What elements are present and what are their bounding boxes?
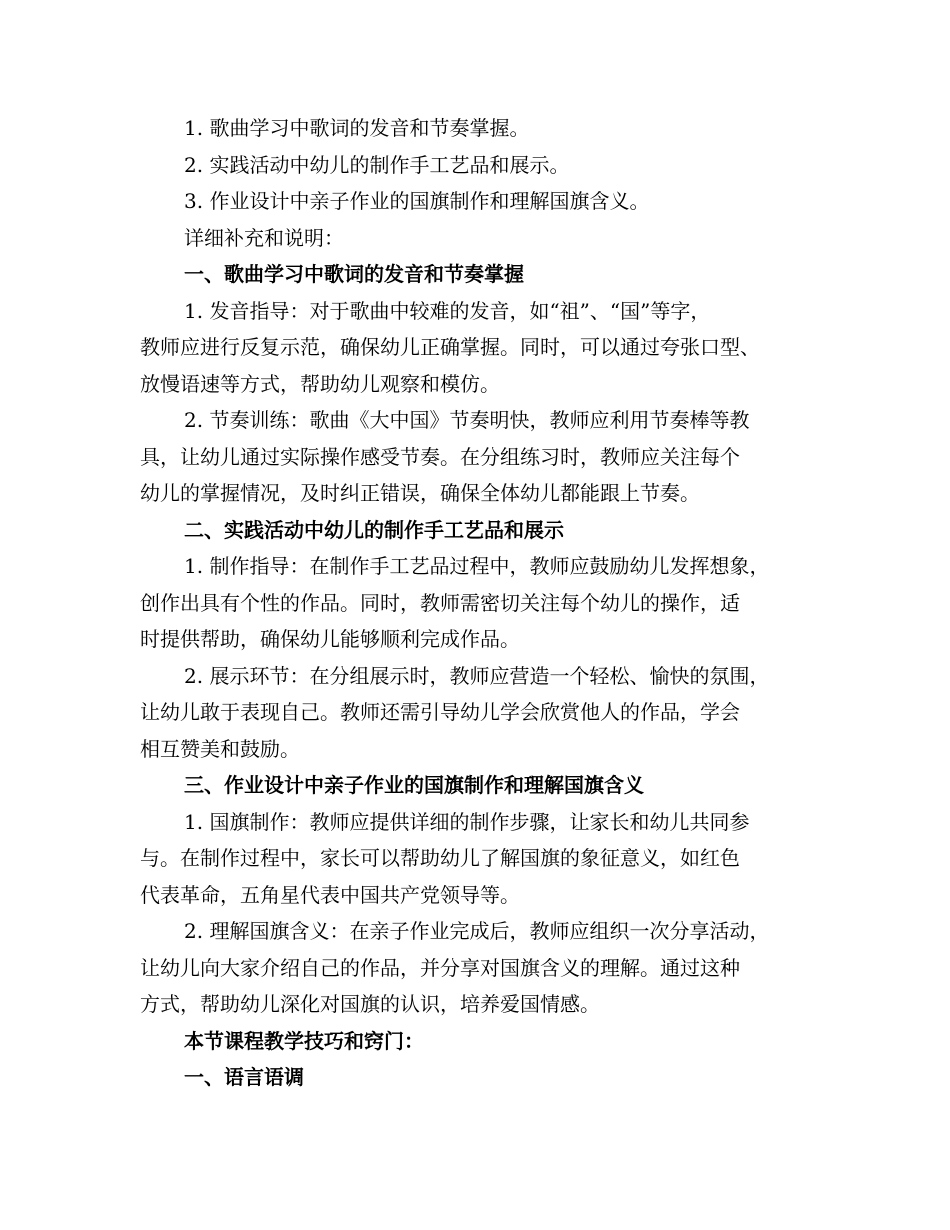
section-3-paragraph-2: [140, 913, 810, 1023]
paragraph-line: 创作出具有个性的作品。同时，教师需密切关注每个幼儿的操作，适: [140, 590, 740, 615]
paragraph-line: 让幼儿向大家介绍自己的作品，并分享对国旗含义的理解。通过这种: [140, 955, 740, 980]
paragraph-line: 方式，帮助幼儿深化对国旗的认识，培养爱国情感。: [140, 992, 600, 1016]
section-1-paragraph-2: [140, 402, 810, 512]
section-heading-1: 一、歌曲学习中歌词的发音和节奏掌握: [184, 262, 524, 286]
supplement-label: 详细补充和说明：: [184, 225, 344, 250]
tips-subheading: 一、语言语调: [184, 1065, 304, 1089]
paragraph-line: 具，让幼儿通过实际操作感受节奏。在分组练习时，教师应关注每个: [140, 444, 740, 469]
paragraph-line: 2. 节奏训练：歌曲《大中国》节奏明快，教师应利用节奏棒等教: [184, 408, 750, 432]
document-body: [140, 110, 810, 1096]
section-2-paragraph-1: [140, 548, 810, 658]
paragraph-line: 与。在制作过程中，家长可以帮助幼儿了解国旗的象征意义，如红色: [140, 846, 740, 870]
paragraph-line: 2. 理解国旗含义：在亲子作业完成后，教师应组织一次分享活动，: [184, 919, 770, 943]
paragraph-line: 相互赞美和鼓励。: [140, 736, 300, 761]
paragraph-line: 2. 展示环节：在分组展示时，教师应营造一个轻松、愉快的氛围，: [184, 663, 770, 688]
paragraph-line: 让幼儿敢于表现自己。教师还需引导幼儿学会欣赏他人的作品，学会: [140, 700, 740, 724]
section-3-paragraph-1: [140, 804, 810, 914]
paragraph-line: 时提供帮助，确保幼儿能够顺利完成作品。: [140, 627, 520, 651]
tips-heading: 本节课程教学技巧和窍门：: [184, 1028, 424, 1053]
paragraph-line: 1. 发音指导：对于歌曲中较难的发音，如“祖”、“国”等字，: [184, 298, 711, 323]
section-heading-2: 二、实践活动中幼儿的制作手工艺品和展示: [184, 517, 564, 542]
paragraph-line: 1. 制作指导：在制作手工艺品过程中，教师应鼓励幼儿发挥想象，: [184, 554, 770, 578]
section-2-paragraph-2: [140, 658, 810, 768]
section-heading-3: 三、作业设计中亲子作业的国旗制作和理解国旗含义: [184, 773, 644, 797]
intro-list-item-1: 1. 歌曲学习中歌词的发音和节奏掌握。: [184, 116, 530, 140]
intro-list-item-2: 2. 实践活动中幼儿的制作手工艺品和展示。: [184, 152, 570, 177]
paragraph-line: 1. 国旗制作：教师应提供详细的制作步骤，让家长和幼儿共同参: [184, 809, 750, 834]
intro-list-item-3: 3. 作业设计中亲子作业的国旗制作和理解国旗含义。: [184, 189, 650, 213]
paragraph-line: 教师应进行反复示范，确保幼儿正确掌握。同时，可以通过夸张口型、: [140, 335, 760, 359]
paragraph-line: 代表革命，五角星代表中国共产党领导等。: [140, 882, 520, 907]
section-1-paragraph-1: [140, 293, 810, 403]
paragraph-line: 幼儿的掌握情况，及时纠正错误，确保全体幼儿都能跟上节奏。: [140, 481, 700, 505]
paragraph-line: 放慢语速等方式，帮助幼儿观察和模仿。: [140, 371, 500, 396]
